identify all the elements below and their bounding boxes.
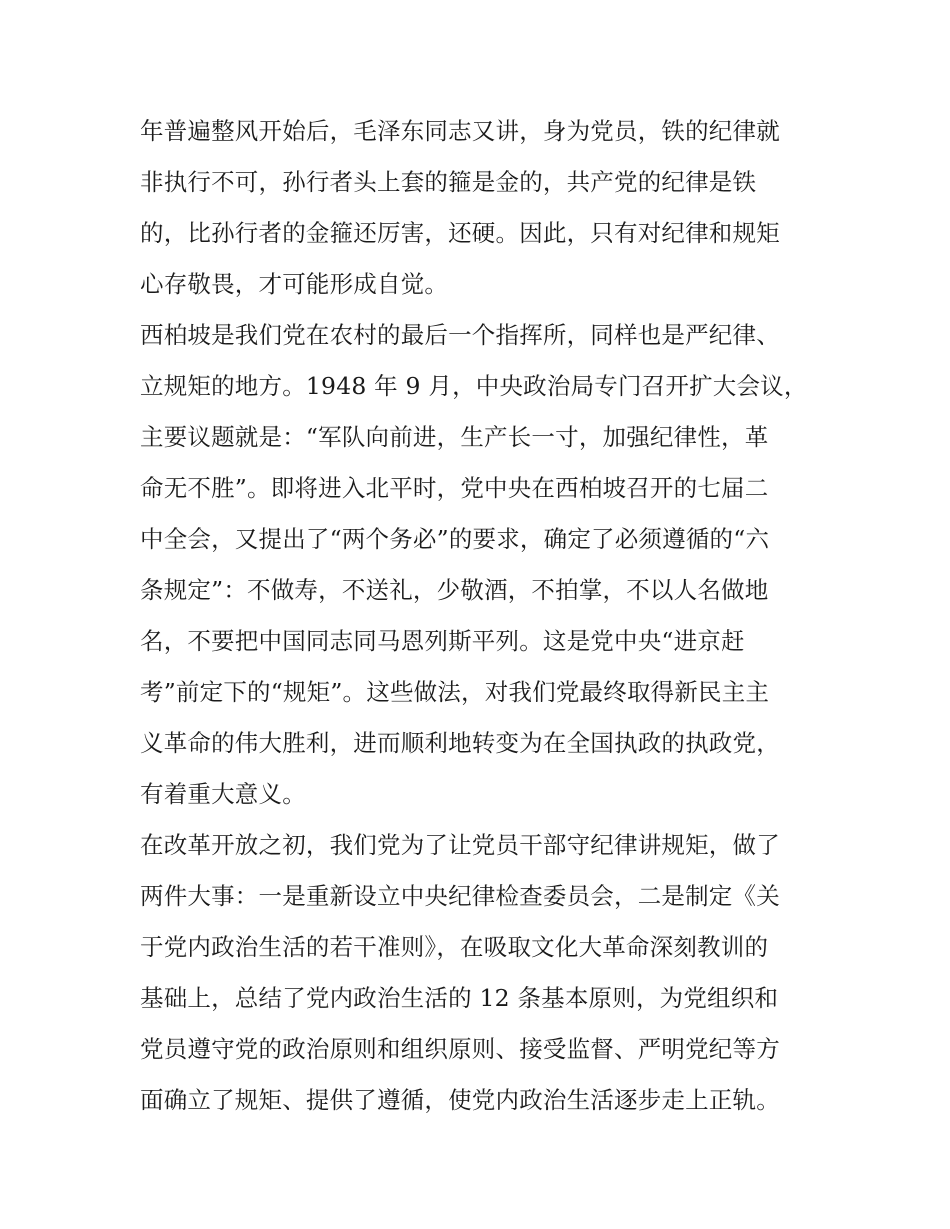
paragraph-2	[140, 310, 820, 820]
text-line: 面确立了规矩、提供了遵循，使党内政治生活逐步走上正轨。	[140, 1086, 780, 1114]
text-line: 两件大事：一是重新设立中央纪律检查委员会，二是制定《关	[140, 882, 780, 910]
text-line: 立规矩的地方。1948 年 9 月，中央政治局专门召开扩大会议，	[140, 372, 808, 400]
text-line: 考”前定下的“规矩”。这些做法，对我们党最终取得新民主主	[140, 678, 770, 706]
text-line: 心存敬畏，才可能形成自觉。	[140, 270, 449, 298]
text-line: 条规定”：不做寿，不送礼，少敬酒，不拍掌，不以人名做地	[140, 576, 769, 604]
text-line: 基础上，总结了党内政治生活的 12 条基本原则，为党组织和	[140, 984, 779, 1012]
text-line: 西柏坡是我们党在农村的最后一个指挥所，同样也是严纪律、	[140, 321, 780, 349]
text-line: 中全会，又提出了“两个务必”的要求，确定了必须遵循的“六	[140, 525, 770, 553]
text-line: 年普遍整风开始后，毛泽东同志又讲，身为党员，铁的纪律就	[140, 117, 780, 145]
paragraph-3	[140, 820, 820, 1126]
text-line: 主要议题就是：“军队向前进，生产长一寸，加强纪律性，革	[140, 423, 769, 451]
text-line: 于党内政治生活的若干准则》，在吸取文化大革命深刻教训的	[140, 933, 769, 961]
text-line: 义革命的伟大胜利，进而顺利地转变为在全国执政的执政党，	[140, 729, 780, 757]
document-body	[140, 106, 820, 1126]
paragraph-1	[140, 106, 820, 310]
text-line: 在改革开放之初，我们党为了让党员干部守纪律讲规矩，做了	[140, 831, 780, 859]
text-line: 党员遵守党的政治原则和组织原则、接受监督、严明党纪等方	[140, 1035, 780, 1063]
text-line: 非执行不可，孙行者头上套的箍是金的，共产党的纪律是铁	[140, 168, 757, 196]
text-line: 命无不胜”。即将进入北平时，党中央在西柏坡召开的七届二	[140, 474, 769, 502]
text-line: 有着重大意义。	[140, 780, 306, 808]
text-line: 名，不要把中国同志同马恩列斯平列。这是党中央“进京赶	[140, 627, 745, 655]
text-line: 的，比孙行者的金箍还厉害，还硬。因此，只有对纪律和规矩	[140, 219, 780, 247]
